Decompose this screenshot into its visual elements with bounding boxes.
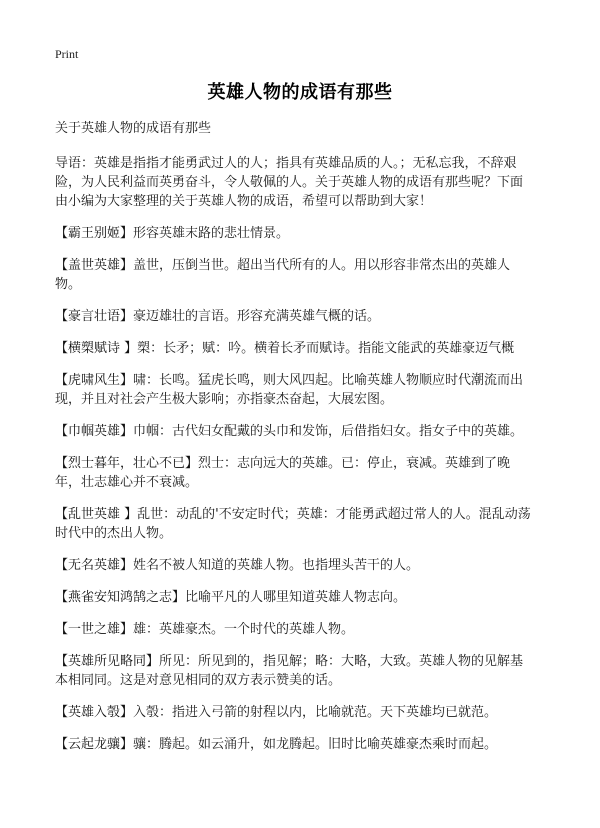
idiom-term: 【英雄入彀】 (55, 705, 134, 720)
idiom-entry (55, 556, 535, 575)
idiom-term: 【云起龙骧】 (55, 737, 134, 752)
idiom-term: 【烈士暮年，壮心不已】 (55, 456, 199, 471)
idiom-entry (55, 422, 535, 441)
idiom-term: 【巾帼英雄】 (55, 424, 134, 439)
idiom-entry (55, 307, 535, 326)
idiom-description: 盖世，压倒当世。超出当代所有的人。用以形容非常杰出的英雄人物。 (55, 258, 511, 292)
idiom-entry (55, 371, 535, 409)
page-title: 英雄人物的成语有那些 (207, 82, 393, 103)
idiom-entry (55, 588, 535, 607)
intro-paragraph: 导语：英雄是指指才能勇武过人的人；指具有英雄品质的人。；无私忘我，不辞艰险，为人民利益而英勇奋斗，令人敬佩的人。关于英雄人物的成语有那些呢？下面由小编为大家整理的关于英雄人物的成语，希望可以帮助到大家！ (55, 156, 524, 209)
idiom-term: 【豪言壮语】 (55, 309, 134, 324)
idiom-term: 【盖世英雄】 (55, 258, 134, 273)
document-subtitle: 关于英雄人物的成语有那些 (55, 121, 212, 136)
idiom-term: 【霸王别姬】 (55, 226, 134, 241)
idiom-description: 啸：长鸣。猛虎长鸣，则大风四起。比喻英雄人物顺应时代潮流而出现，并且对社会产生极大影响；亦指豪杰奋起，大展宏图。 (55, 373, 524, 407)
idiom-description: 入彀：指进入弓箭的射程以内，比喻就范。天下英雄均已就范。 (133, 705, 498, 720)
idiom-entry (55, 652, 535, 690)
idiom-description: 比喻平凡的人哪里知道英雄人物志向。 (185, 590, 407, 605)
idiom-description: 姓名不被人知道的英雄人物。也指埋头苦干的人。 (133, 558, 420, 573)
idiom-term: 【乱世英雄 】 (55, 507, 138, 522)
idiom-description: 骧：腾起。如云涌升，如龙腾起。旧时比喻英雄豪杰乘时而起。 (133, 737, 498, 752)
idiom-description: 槊：长矛；赋：吟。横着长矛而赋诗。指能文能武的英雄豪迈气概 (137, 341, 515, 356)
idiom-description: 形容英雄末路的悲壮情景。 (133, 226, 290, 241)
idiom-term: 【燕雀安知鸿鹄之志】 (55, 590, 186, 605)
idiom-description: 烈士：志向远大的英雄。已：停止，衰减。英雄到了晚年，壮志雄心并不衰减。 (55, 456, 511, 490)
idiom-description: 雄：英雄豪杰。一个时代的英雄人物。 (133, 622, 355, 637)
idiom-entry (55, 339, 535, 358)
idiom-entry (55, 735, 535, 754)
idiom-description: 乱世：动乱的'不安定时代；英雄：才能勇武超过常人的人。混乱动荡时代中的杰出人物。 (55, 507, 531, 541)
print-link[interactable]: Print (55, 47, 79, 61)
idiom-entry (55, 620, 535, 639)
idiom-entry (55, 454, 535, 492)
idiom-entry (55, 224, 535, 243)
idiom-description: 巾帼：古代妇女配戴的头巾和发饰，后借指妇女。指女子中的英雄。 (133, 424, 524, 439)
idiom-term: 【无名英雄】 (55, 558, 134, 573)
idiom-term: 【横槊赋诗 】 (55, 341, 138, 356)
idiom-term: 【一世之雄】 (55, 622, 134, 637)
idiom-description: 所见：所见到的，指见解；略：大略，大致。英雄人物的见解基本相同同。这是对意见相同的双方表示赞美的话。 (55, 654, 524, 688)
idiom-term: 【英雄所见略同】 (55, 654, 160, 669)
idiom-entry (55, 505, 535, 543)
idiom-entry (55, 703, 535, 722)
document-body (55, 119, 535, 767)
idiom-entry (55, 256, 535, 294)
idiom-term: 【虎啸风生】 (55, 373, 134, 388)
idiom-description: 豪迈雄壮的言语。形容充满英雄气概的话。 (133, 309, 381, 324)
